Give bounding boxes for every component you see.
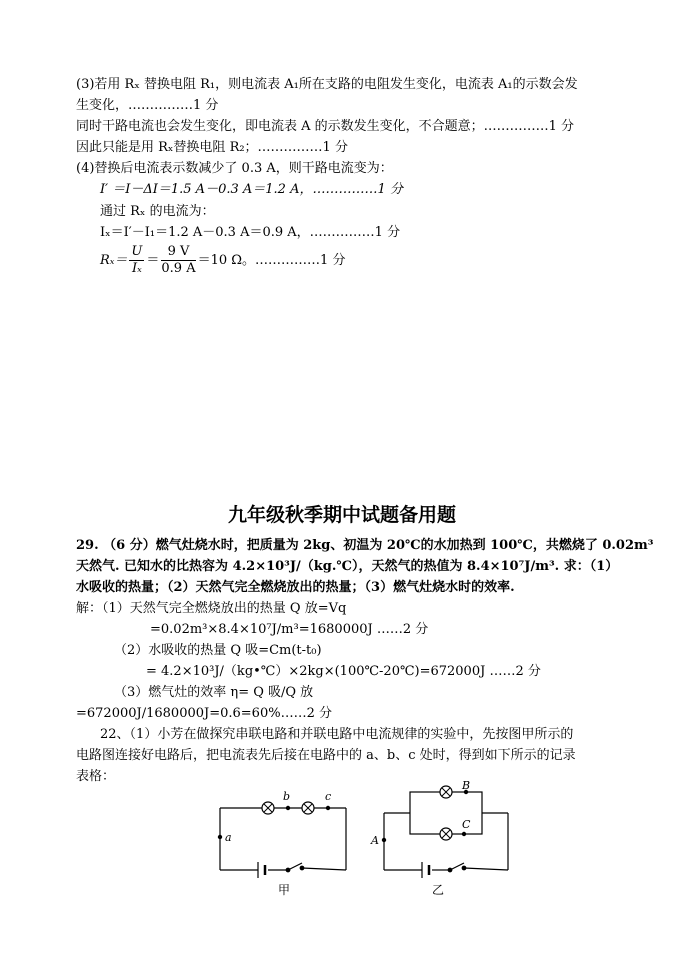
caption-yi: 乙 <box>432 883 445 897</box>
fraction-denominator: Iₓ <box>132 261 142 276</box>
caption-jia: 甲 <box>278 883 291 897</box>
node-c-dot <box>326 806 330 810</box>
part4-line1: (4)替换后电流表示数减少了 0.3 A，则干路电流变为： <box>76 161 393 176</box>
part3-line2: 生变化，……………1 分 <box>76 98 219 113</box>
battery-icon <box>422 862 429 878</box>
fraction-values <box>161 244 195 277</box>
label-A: A <box>371 834 379 847</box>
parallel-circuit-diagram <box>368 780 518 910</box>
part4-line5 <box>100 244 345 277</box>
fraction-denominator: 0.9 A <box>161 261 196 276</box>
q29-line2: 天然气. 已知水的比热容为 4.2×10³J/（kg.℃），天然气的热值为 8.4×10⁷J/m³. 求：（1） <box>76 559 619 574</box>
solution-line6: =672000J/1680000J=0.6=60%……2 分 <box>76 706 332 721</box>
solution-line1: 解：（1）天然气完全燃烧放出的热量 Q 放=Vq <box>76 601 347 616</box>
rx-label: Rₓ＝ <box>100 253 128 268</box>
series-circuit-diagram <box>210 790 360 900</box>
node-A-dot <box>382 838 386 842</box>
q22-line3: 表格： <box>76 769 116 784</box>
solution-line2: =0.02m³×8.4×10⁷J/m³=1680000J ……2 分 <box>150 622 429 637</box>
switch-icon <box>286 863 304 872</box>
node-a-dot <box>218 835 222 839</box>
part3-line4: 因此只能是用 Rₓ替换电阻 R₂；……………1 分 <box>76 140 348 155</box>
lamp-2-icon <box>302 802 314 814</box>
fraction-numerator: U <box>131 244 143 259</box>
battery-icon <box>258 862 265 878</box>
q29-line1: 29. （6 分）燃气灶烧水时，把质量为 2kg、初温为 20℃的水加热到 100℃，共燃烧了 0.02m³ <box>76 538 654 553</box>
fraction-numerator: 9 V <box>161 244 195 261</box>
solution-line4: = 4.2×10³J/（kg•℃）×2kg×(100℃-20℃)=672000J ……2 分 <box>146 664 541 679</box>
fraction-u-over-ix <box>129 244 144 277</box>
lamp-lower-icon <box>440 828 452 840</box>
label-B: B <box>462 780 471 792</box>
equals-sign: ＝ <box>146 253 160 268</box>
solution-line3: （2）水吸收的热量 Q 吸=Cm(t-t₀) <box>114 643 322 658</box>
label-c: c <box>325 790 332 803</box>
switch-icon <box>448 863 466 872</box>
solution-line5: （3）燃气灶的效率 η= Q 吸/Q 放 <box>114 685 314 700</box>
q29-line3: 水吸收的热量；（2）天然气完全燃烧放出的热量；（3）燃气灶烧水时的效率. <box>76 580 515 595</box>
label-b: b <box>283 790 291 803</box>
part3-line3: 同时干路电流也会发生变化，即电流表 A 的示数发生变化，不合题意；……………1 分 <box>76 119 575 134</box>
part4-result: ＝10 Ω。……………1 分 <box>197 253 346 268</box>
part4-line2: I′ ＝I－ΔI＝1.5 A－0.3 A＝1.2 A，……………1 分 <box>100 182 403 197</box>
label-C: C <box>462 818 471 831</box>
label-a: a <box>225 831 232 844</box>
q22-line2: 电路图连接好电路后，把电流表先后接在电路中的 a、b、c 处时，得到如下所示的记录 <box>76 748 576 763</box>
q22-line1: 22、（1）小芳在做探究串联电路和并联电路中电流规律的实验中，先按图甲所示的 <box>100 727 574 742</box>
node-C-dot <box>462 832 466 836</box>
part4-line3: 通过 Rₓ 的电流为： <box>100 204 215 219</box>
part3-line1: (3)若用 Rₓ 替换电阻 R₁，则电流表 A₁所在支路的电阻发生变化，电流表 A₁的示数会发 <box>76 77 578 92</box>
part4-line4: Iₓ＝I′－I₁＝1.2 A－0.3 A＝0.9 A，……………1 分 <box>100 225 401 240</box>
lamp-1-icon <box>262 802 274 814</box>
node-b-dot <box>286 806 290 810</box>
lamp-upper-icon <box>440 786 452 798</box>
page-title: 九年级秋季期中试题备用题 <box>227 504 456 526</box>
